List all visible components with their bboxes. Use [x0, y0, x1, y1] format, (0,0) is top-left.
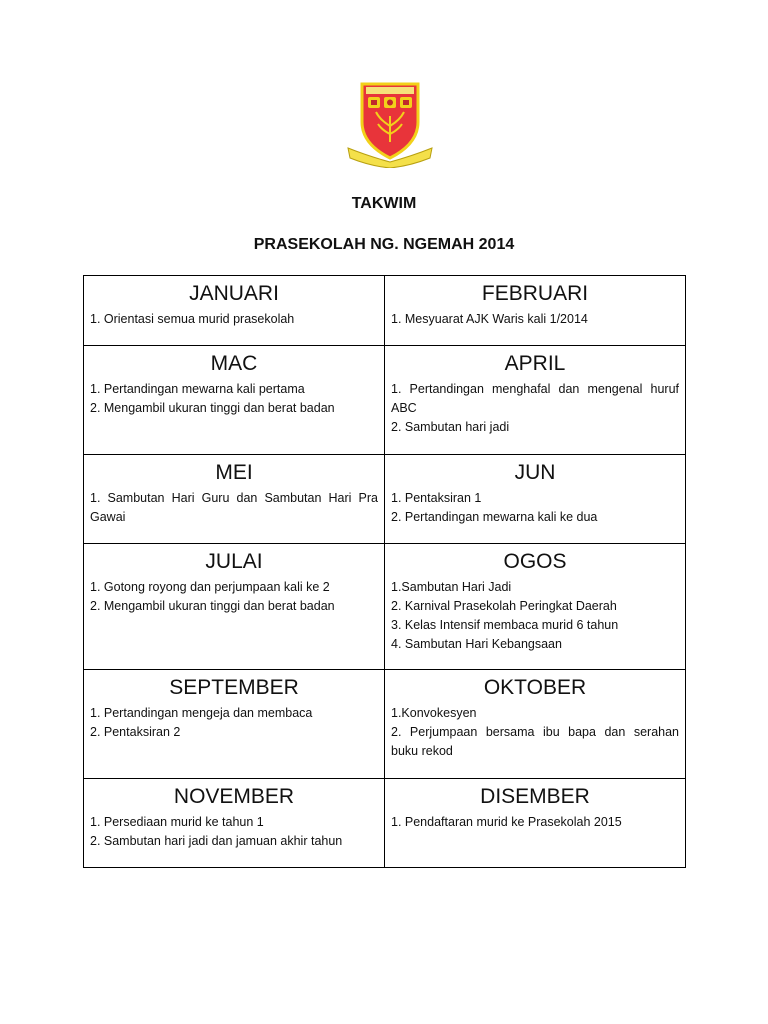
- page-title: TAKWIM: [351, 195, 417, 212]
- month-title: OGOS: [503, 550, 567, 573]
- list-item: 1. Gotong royong dan perjumpaan kali ke 2: [90, 580, 330, 594]
- list-item: 1. Mesyuarat AJK Waris kali 1/2014: [391, 312, 588, 326]
- list-item: 3. Kelas Intensif membaca murid 6 tahun: [391, 618, 619, 632]
- table-row: [84, 544, 686, 670]
- month-title: NOVEMBER: [173, 785, 295, 808]
- list-item: 1.Sambutan Hari Jadi: [391, 580, 512, 594]
- month-cell-april: [385, 346, 686, 455]
- month-cell-januari: [84, 276, 385, 346]
- list-item: 2. Karnival Prasekolah Peringkat Daerah: [391, 599, 617, 613]
- month-cell-februari: [385, 276, 686, 346]
- list-item: 1. Pentaksiran 1: [391, 491, 482, 505]
- month-title: JANUARI: [189, 282, 279, 305]
- month-cell-mac: [84, 346, 385, 455]
- list-item: 1. Pertandingan menghafal dan mengenal huruf ABC: [391, 382, 679, 415]
- month-cell-september: [84, 670, 385, 779]
- school-crest-icon: [346, 78, 434, 168]
- month-title: MAC: [210, 352, 258, 375]
- list-item: 1.Konvokesyen: [391, 706, 477, 720]
- list-item: 1. Pendaftaran murid ke Prasekolah 2015: [391, 815, 622, 829]
- list-item: 4. Sambutan Hari Kebangsaan: [391, 637, 562, 651]
- list-item: 2. Mengambil ukuran tinggi dan berat badan: [90, 401, 335, 415]
- month-cell-ogos: [385, 544, 686, 670]
- month-title: FEBRUARI: [481, 282, 589, 305]
- list-item: 1. Sambutan Hari Guru dan Sambutan Hari Pra Gawai: [90, 491, 378, 524]
- month-title: JUN: [514, 461, 556, 484]
- month-cell-jun: [385, 455, 686, 544]
- list-item: 2. Perjumpaan bersama ibu bapa dan serahan buku rekod: [391, 725, 679, 758]
- month-title: MEI: [215, 461, 253, 484]
- month-cell-oktober: [385, 670, 686, 779]
- month-cell-mei: [84, 455, 385, 544]
- month-title: DISEMBER: [480, 785, 590, 808]
- month-cell-julai: [84, 544, 385, 670]
- list-item: 2. Pentaksiran 2: [90, 725, 181, 739]
- month-title: JULAI: [205, 550, 263, 573]
- list-item: 1. Orientasi semua murid prasekolah: [90, 312, 295, 326]
- page-subtitle: PRASEKOLAH NG. NGEMAH 2014: [253, 236, 515, 253]
- table-row: [84, 670, 686, 779]
- month-title: OKTOBER: [483, 676, 587, 699]
- list-item: 2. Sambutan hari jadi dan jamuan akhir tahun: [90, 834, 343, 848]
- table-row: [84, 779, 686, 868]
- list-item: 2. Mengambil ukuran tinggi dan berat badan: [90, 599, 335, 613]
- table-row: [84, 346, 686, 455]
- month-cell-disember: [385, 779, 686, 868]
- month-title: SEPTEMBER: [169, 676, 299, 699]
- table-row: [84, 455, 686, 544]
- table-row: [84, 276, 686, 346]
- list-item: 1. Pertandingan mengeja dan membaca: [90, 706, 313, 720]
- list-item: 1. Persediaan murid ke tahun 1: [90, 815, 264, 829]
- month-title: APRIL: [504, 352, 566, 375]
- calendar-table: [83, 275, 686, 868]
- list-item: 2. Pertandingan mewarna kali ke dua: [391, 510, 598, 524]
- list-item: 2. Sambutan hari jadi: [391, 420, 510, 434]
- list-item: 1. Pertandingan mewarna kali pertama: [90, 382, 305, 396]
- month-cell-november: [84, 779, 385, 868]
